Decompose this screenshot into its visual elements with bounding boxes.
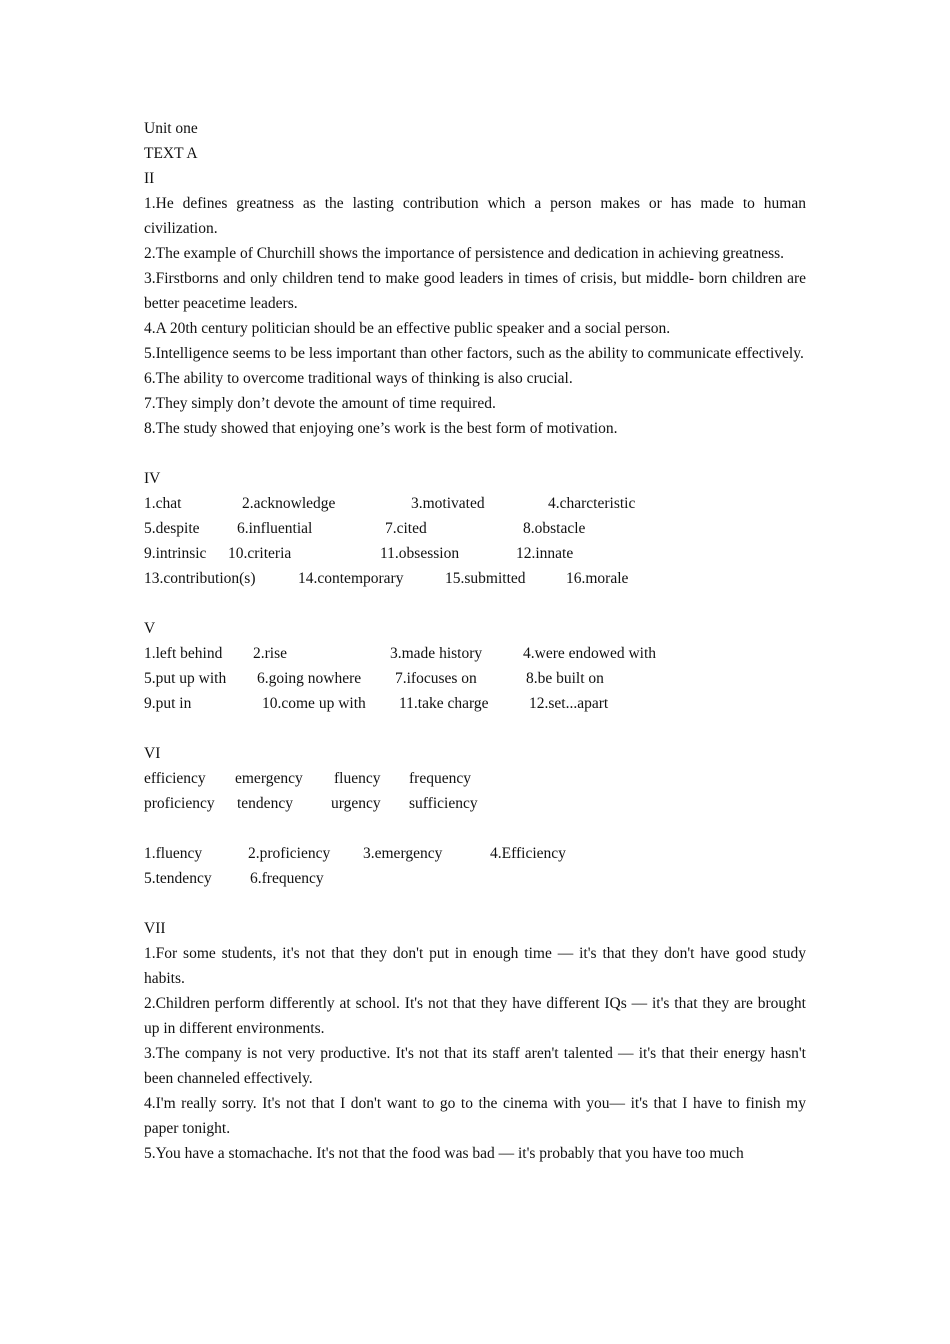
section-vi-answer-row <box>144 841 806 866</box>
section-iv-heading: IV <box>144 470 161 487</box>
section-iv-row <box>144 566 806 591</box>
section-ii-item: 6.The ability to overcome traditional ways of thinking is also crucial. <box>144 370 573 387</box>
answer: 3.emergency <box>363 845 443 862</box>
section-vi-answer-row <box>144 866 806 891</box>
answer: 2.proficiency <box>248 845 331 862</box>
section-vii-item: 4.I'm really sorry. It's not that I don't want to go to the cinema with you— it's that I have to finish my paper tonight. <box>144 1095 806 1137</box>
word: emergency <box>235 770 303 787</box>
answer: 6.influential <box>237 520 313 537</box>
answer: 12.set...apart <box>529 695 609 712</box>
section-vi-word-row <box>144 766 806 791</box>
answer: 4.were endowed with <box>523 645 656 662</box>
answer: 7.ifocuses on <box>395 670 477 687</box>
word: fluency <box>334 770 381 787</box>
answer: 10.criteria <box>228 545 292 562</box>
section-iv-row <box>144 516 806 541</box>
section-ii-heading: II <box>144 170 155 187</box>
answer: 9.put in <box>144 695 192 712</box>
word: efficiency <box>144 770 206 787</box>
section-vii-item: 1.For some students, it's not that they don't put in enough time — it's that they don't have good study habits. <box>144 945 806 987</box>
answer: 11.take charge <box>399 695 489 712</box>
word: tendency <box>237 795 293 812</box>
section-v-row <box>144 691 806 716</box>
section-ii-item: 1.He defines greatness as the lasting contribution which a person makes or has made to human civilization. <box>144 195 806 237</box>
answer: 13.contribution(s) <box>144 570 256 587</box>
answer: 8.be built on <box>526 670 604 687</box>
answer: 5.despite <box>144 520 200 537</box>
answer: 4.Efficiency <box>490 845 566 862</box>
answer: 6.frequency <box>250 870 324 887</box>
answer: 15.submitted <box>445 570 526 587</box>
answer: 4.charcteristic <box>548 495 636 512</box>
answer: 3.motivated <box>411 495 485 512</box>
answer: 1.left behind <box>144 645 223 662</box>
answer: 5.tendency <box>144 870 212 887</box>
section-vi-word-row <box>144 791 806 816</box>
answer: 9.intrinsic <box>144 545 207 562</box>
section-iv-row <box>144 541 806 566</box>
section-ii-item: 4.A 20th century politician should be an effective public speaker and a social person. <box>144 320 671 337</box>
answer: 8.obstacle <box>523 520 586 537</box>
word: proficiency <box>144 795 215 812</box>
section-v-heading: V <box>144 620 156 637</box>
section-vii-item: 3.The company is not very productive. It's not that its staff aren't talented — it's that their energy hasn't been channeled effectively. <box>144 1045 806 1087</box>
document-page <box>144 116 806 1166</box>
answer: 10.come up with <box>262 695 366 712</box>
answer: 11.obsession <box>380 545 460 562</box>
section-ii-item: 7.They simply don’t devote the amount of time required. <box>144 395 496 412</box>
word: sufficiency <box>409 795 478 812</box>
answer: 5.put up with <box>144 670 227 687</box>
section-ii-item: 5.Intelligence seems to be less important than other factors, such as the ability to communicate effectively. <box>144 345 804 362</box>
section-ii-item: 3.Firstborns and only children tend to make good leaders in times of crisis, but middle- born children are better peacetime leaders. <box>144 270 806 312</box>
answer: 3.made history <box>390 645 483 662</box>
section-vi-heading: VI <box>144 745 161 762</box>
unit-title: Unit one <box>144 120 198 137</box>
word: frequency <box>409 770 471 787</box>
answer: 7.cited <box>385 520 427 537</box>
section-v-row <box>144 641 806 666</box>
text-title: TEXT A <box>144 145 198 162</box>
answer: 1.chat <box>144 495 182 512</box>
answer: 2.rise <box>253 645 288 662</box>
answer: 6.going nowhere <box>257 670 362 687</box>
section-vii-heading: VII <box>144 920 166 937</box>
section-v-row <box>144 666 806 691</box>
answer: 16.morale <box>566 570 629 587</box>
section-vii-item: 2.Children perform differently at school. It's not that they have different IQs — it's that they are brought up in different environments. <box>144 995 806 1037</box>
answer: 12.innate <box>516 545 574 562</box>
answer: 1.fluency <box>144 845 203 862</box>
section-ii-item: 8.The study showed that enjoying one’s work is the best form of motivation. <box>144 420 618 437</box>
section-ii-item: 2.The example of Churchill shows the importance of persistence and dedication in achieving greatness. <box>144 245 785 262</box>
answer: 2.acknowledge <box>242 495 336 512</box>
answer: 14.contemporary <box>298 570 404 587</box>
word: urgency <box>331 795 381 812</box>
section-iv-row <box>144 491 806 516</box>
section-vii-item: 5.You have a stomachache. It's not that the food was bad — it's probably that you have too much <box>144 1145 744 1162</box>
